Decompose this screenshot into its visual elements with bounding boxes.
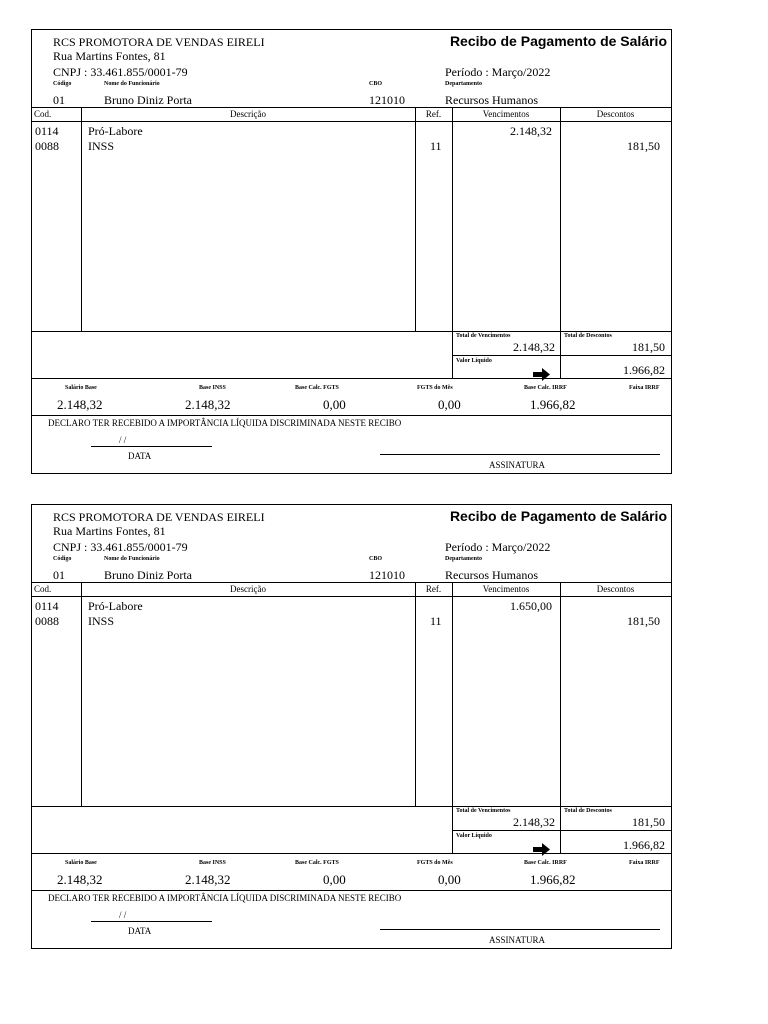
- divider: [32, 806, 671, 807]
- item-desconto: 181,50: [627, 614, 660, 628]
- item-descricao: Pró-Labore: [88, 599, 143, 613]
- signature-label: ASSINATURA: [489, 460, 546, 470]
- company-address: Rua Martins Fontes, 81: [53, 49, 166, 63]
- base-fgts-label: Base Calc. FGTS: [295, 385, 339, 391]
- department-value: Recursos Humanos: [445, 568, 538, 582]
- item-vencimento: 1.650,00: [510, 599, 552, 613]
- column-divider: [452, 582, 453, 853]
- total-vencimentos-value: 2.148,32: [513, 815, 555, 829]
- base-inss-value: 2.148,32: [185, 872, 231, 887]
- item-descricao: Pró-Labore: [88, 124, 143, 138]
- total-descontos-value: 181,50: [632, 815, 665, 829]
- base-irrf-label: Base Calc. IRRF: [524, 385, 567, 391]
- base-inss-label: Base INSS: [199, 385, 226, 391]
- base-fgts-value: 0,00: [323, 872, 346, 887]
- date-line: [91, 446, 212, 447]
- divider: [32, 331, 671, 332]
- receipt-title: Recibo de Pagamento de Salário: [449, 33, 667, 49]
- col-header-cod: Cod.: [34, 584, 52, 594]
- date-slashes: / /: [119, 910, 127, 920]
- payslip-receipt: [31, 504, 672, 949]
- cbo-label: CBO: [369, 81, 383, 87]
- total-descontos-value: 181,50: [632, 340, 665, 354]
- item-descricao: INSS: [88, 614, 115, 628]
- divider: [32, 378, 671, 379]
- salario-base-value: 2.148,32: [57, 872, 103, 887]
- divider: [32, 596, 671, 597]
- fgts-mes-value: 0,00: [438, 397, 461, 412]
- code-label: Código: [53, 556, 72, 562]
- divider: [32, 121, 671, 122]
- item-ref: 11: [430, 614, 442, 628]
- divider: [32, 853, 671, 854]
- total-vencimentos-label: Total de Vencimentos: [456, 808, 511, 814]
- fgts-mes-label: FGTS do Mês: [417, 860, 453, 866]
- faixa-irrf-label: Faixa IRRF: [629, 860, 660, 866]
- column-divider: [81, 107, 82, 331]
- code-label: Código: [53, 81, 72, 87]
- signature-label: ASSINATURA: [489, 935, 546, 945]
- receipt-title: Recibo de Pagamento de Salário: [449, 508, 667, 524]
- employee-label: Nome do Funcionário: [104, 81, 160, 87]
- company-cnpj: CNPJ : 33.461.855/0001-79: [53, 65, 188, 79]
- item-ref: 11: [430, 139, 442, 153]
- col-header-descontos: Descontos: [596, 584, 635, 594]
- divider: [452, 830, 671, 831]
- employee-name: Bruno Diniz Porta: [104, 568, 192, 582]
- column-divider: [415, 107, 416, 331]
- total-descontos-label: Total de Descontos: [564, 808, 612, 814]
- company-name: RCS PROMOTORA DE VENDAS EIRELI: [53, 510, 265, 524]
- col-header-cod: Cod.: [34, 109, 52, 119]
- signature-line: [380, 929, 660, 930]
- col-header-ref: Ref.: [425, 584, 442, 594]
- arrow-right-icon: [533, 368, 550, 381]
- salario-base-label: Salário Base: [65, 385, 97, 391]
- faixa-irrf-label: Faixa IRRF: [629, 385, 660, 391]
- col-header-ref: Ref.: [425, 109, 442, 119]
- base-irrf-value: 1.966,82: [530, 872, 576, 887]
- base-irrf-label: Base Calc. IRRF: [524, 860, 567, 866]
- base-fgts-label: Base Calc. FGTS: [295, 860, 339, 866]
- base-fgts-value: 0,00: [323, 397, 346, 412]
- column-divider: [81, 582, 82, 806]
- company-cnpj: CNPJ : 33.461.855/0001-79: [53, 540, 188, 554]
- date-label: DATA: [128, 926, 152, 936]
- date-line: [91, 921, 212, 922]
- item-cod: 0114: [35, 124, 59, 138]
- date-slashes: / /: [119, 435, 127, 445]
- total-vencimentos-value: 2.148,32: [513, 340, 555, 354]
- period: Período : Março/2022: [445, 540, 551, 554]
- col-header-descricao: Descrição: [230, 584, 266, 594]
- item-cod: 0088: [35, 614, 59, 628]
- divider: [32, 415, 671, 416]
- signature-line: [380, 454, 660, 455]
- divider: [452, 355, 671, 356]
- base-inss-label: Base INSS: [199, 860, 226, 866]
- arrow-right-icon: [533, 843, 550, 856]
- payslip-receipt: [31, 29, 672, 474]
- divider: [32, 582, 671, 583]
- department-label: Departamento: [445, 556, 482, 562]
- item-cod: 0088: [35, 139, 59, 153]
- item-cod: 0114: [35, 599, 59, 613]
- employee-label: Nome do Funcionário: [104, 556, 160, 562]
- department-label: Departamento: [445, 81, 482, 87]
- base-irrf-value: 1.966,82: [530, 397, 576, 412]
- fgts-mes-label: FGTS do Mês: [417, 385, 453, 391]
- total-vencimentos-label: Total de Vencimentos: [456, 333, 511, 339]
- department-value: Recursos Humanos: [445, 93, 538, 107]
- col-header-vencimentos: Vencimentos: [482, 109, 530, 119]
- col-header-descricao: Descrição: [230, 109, 266, 119]
- company-name: RCS PROMOTORA DE VENDAS EIRELI: [53, 35, 265, 49]
- valor-liquido-value: 1.966,82: [623, 838, 665, 852]
- col-header-descontos: Descontos: [596, 109, 635, 119]
- fgts-mes-value: 0,00: [438, 872, 461, 887]
- total-descontos-label: Total de Descontos: [564, 333, 612, 339]
- salario-base-label: Salário Base: [65, 860, 97, 866]
- base-inss-value: 2.148,32: [185, 397, 231, 412]
- period: Período : Março/2022: [445, 65, 551, 79]
- employee-name: Bruno Diniz Porta: [104, 93, 192, 107]
- company-address: Rua Martins Fontes, 81: [53, 524, 166, 538]
- declaration-text: DECLARO TER RECEBIDO A IMPORTÂNCIA LÍQUIDA DISCRIMINADA NESTE RECIBO: [48, 893, 402, 903]
- cbo-value: 121010: [369, 93, 405, 107]
- cbo-label: CBO: [369, 556, 383, 562]
- col-header-vencimentos: Vencimentos: [482, 584, 530, 594]
- item-vencimento: 2.148,32: [510, 124, 552, 138]
- declaration-text: DECLARO TER RECEBIDO A IMPORTÂNCIA LÍQUIDA DISCRIMINADA NESTE RECIBO: [48, 418, 402, 428]
- item-desconto: 181,50: [627, 139, 660, 153]
- item-descricao: INSS: [88, 139, 115, 153]
- column-divider: [452, 107, 453, 378]
- valor-liquido-label: Valor Líquido: [456, 833, 492, 839]
- date-label: DATA: [128, 451, 152, 461]
- valor-liquido-value: 1.966,82: [623, 363, 665, 377]
- column-divider: [415, 582, 416, 806]
- divider: [32, 107, 671, 108]
- divider: [32, 890, 671, 891]
- employee-code: 01: [53, 568, 65, 582]
- cbo-value: 121010: [369, 568, 405, 582]
- salario-base-value: 2.148,32: [57, 397, 103, 412]
- valor-liquido-label: Valor Líquido: [456, 358, 492, 364]
- employee-code: 01: [53, 93, 65, 107]
